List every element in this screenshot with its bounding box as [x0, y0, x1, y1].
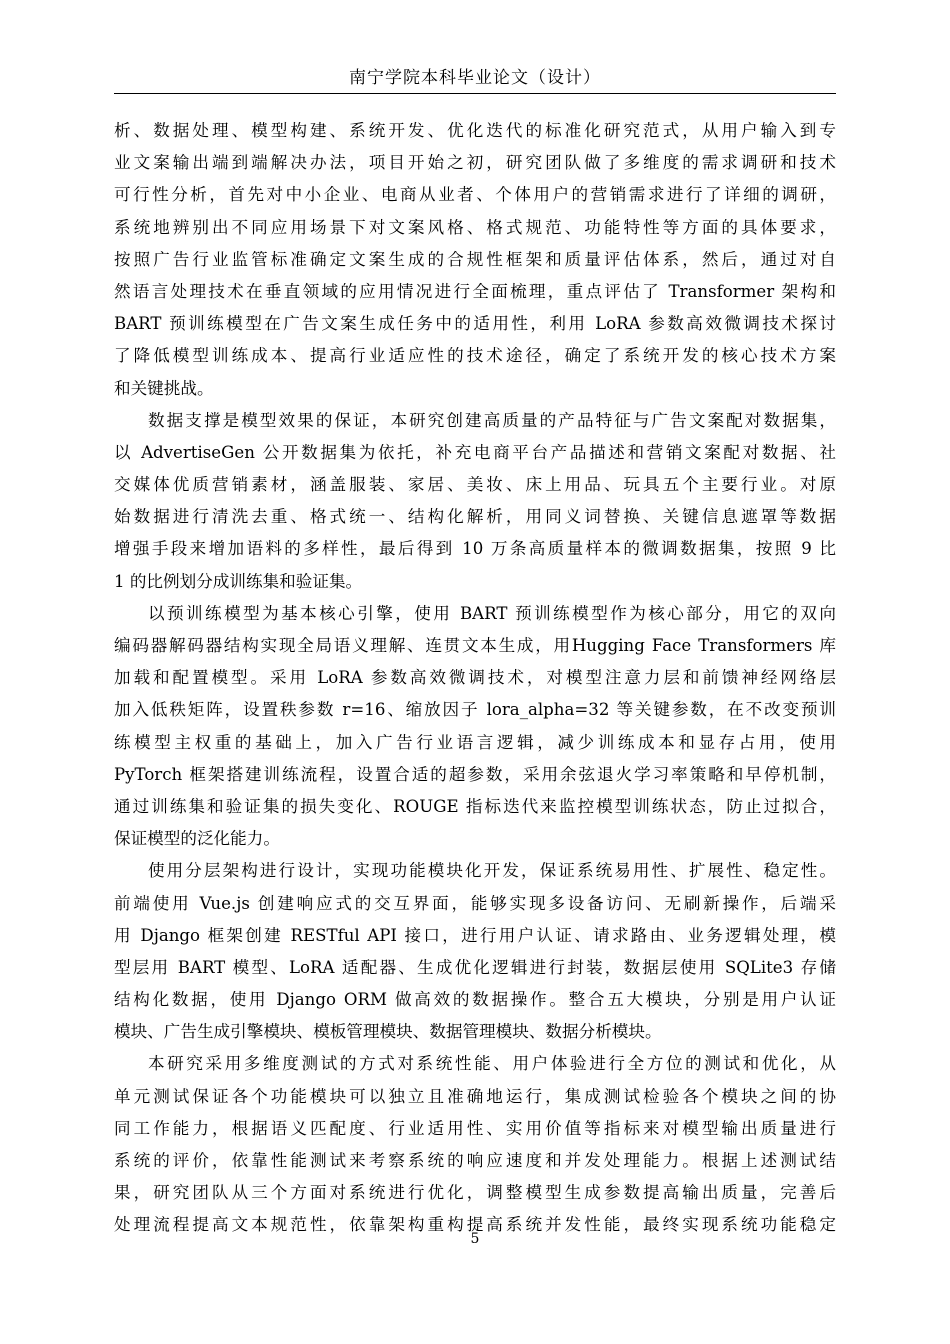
body-text-line: PyTorch 框架搭建训练流程，设置合适的超参数，采用余弦退火学习率策略和早停机制，: [114, 764, 836, 784]
body-text-line: 处理流程提高文本规范性，依靠架构重构提高系统并发性能，最终实现系统功能稳定: [114, 1215, 836, 1235]
body-text-line: 始数据进行清洗去重、格式统一、结构化解析，用同义词替换、关键信息遮罩等数据: [114, 507, 836, 527]
body-text-line: 和关键挑战。: [114, 378, 214, 398]
body-text-line: 系统地辨别出不同应用场景下对文案风格、格式规范、功能特性等方面的具体要求，: [114, 217, 836, 237]
body-text-line: 1 的比例划分成训练集和验证集。: [114, 571, 363, 591]
body-text-line: 果，研究团队从三个方面对系统进行优化，调整模型生成参数提高输出质量，完善后: [114, 1183, 836, 1203]
body-text-line: 使用分层架构进行设计，实现功能模块化开发，保证系统易用性、扩展性、稳定性。: [148, 861, 836, 881]
body-text-line: 可行性分析，首先对中小企业、电商从业者、个体用户的营销需求进行了详细的调研，: [114, 185, 836, 205]
body-text-line: 本研究采用多维度测试的方式对系统性能、用户体验进行全方位的测试和优化，从: [148, 1054, 836, 1074]
body-text-line: 结构化数据，使用 Django ORM 做高效的数据操作。整合五大模块，分别是用户认证: [114, 990, 836, 1010]
body-text-line: 用 Django 框架创建 RESTful API 接口，进行用户认证、请求路由、业务逻辑处理，模: [114, 925, 836, 945]
thesis-body-text: [114, 115, 836, 1242]
body-text-line: 保证模型的泛化能力。: [114, 829, 280, 849]
body-text-line: 通过训练集和验证集的损失变化、ROUGE 指标迭代来监控模型训练状态，防止过拟合，: [114, 796, 836, 816]
body-text-line: 系统的评价，依靠性能测试来考察系统的响应速度和并发处理能力。根据上述测试结: [114, 1151, 836, 1170]
body-text-line: 数据支撑是模型效果的保证，本研究创建高质量的产品特征与广告文案配对数据集，: [148, 410, 836, 430]
body-text-line: 析、数据处理、模型构建、系统开发、优化迭代的标准化研究范式，从用户输入到专: [114, 121, 836, 140]
body-text-line: 按照广告行业监管标准确定文案生成的合规性框架和质量评估体系，然后，通过对自: [114, 249, 836, 269]
page-header-title: 南宁学院本科毕业论文（设计）: [349, 68, 601, 88]
body-text-line: 以 AdvertiseGen 公开数据集为依托，补充电商平台产品描述和营销文案配对数据、社: [114, 442, 836, 462]
body-text-line: 前端使用 Vue.js 创建响应式的交互界面，能够实现多设备访问、无刷新操作，后端采: [114, 893, 836, 913]
body-text-line: 了降低模型训练成本、提高行业适应性的技术途径，确定了系统开发的核心技术方案: [114, 346, 836, 366]
body-text-line: 加入低秩矩阵，设置秩参数 r=16、缩放因子 lora_alpha=32 等关键参数，在不改变预训: [114, 700, 836, 720]
body-text-line: 同工作能力，根据语义匹配度、行业适用性、实用价值等指标来对模型输出质量进行: [114, 1118, 836, 1138]
body-text-line: 练模型主权重的基础上，加入广告行业语言逻辑，减少训练成本和显存占用，使用: [114, 732, 836, 752]
body-text-line: 加载和配置模型。采用 LoRA 参数高效微调技术，对模型注意力层和前馈神经网络层: [114, 668, 836, 688]
body-text-line: 业文案输出端到端解决办法，项目开始之初，研究团队做了多维度的需求调研和技术: [114, 153, 836, 173]
body-text-line: BART 预训练模型在广告文案生成任务中的适用性，利用 LoRA 参数高效微调技术探讨: [114, 314, 836, 334]
body-text-line: 然语言处理技术在垂直领域的应用情况进行全面梳理，重点评估了 Transformer 架构和: [114, 281, 836, 301]
body-text-line: 模块、广告生成引擎模块、模板管理模块、数据管理模块、数据分析模块。: [114, 1022, 662, 1042]
body-text-line: 以预训练模型为基本核心引擎，使用 BART 预训练模型作为核心部分，用它的双向: [148, 603, 836, 623]
body-text-line: 型层用 BART 模型、LoRA 适配器、生成优化逻辑进行封装，数据层使用 SQLite3 存储: [114, 957, 836, 977]
body-text-line: 交媒体优质营销素材，涵盖服装、家居、美妆、床上用品、玩具五个主要行业。对原: [114, 475, 836, 495]
body-text-line: 增强手段来增加语料的多样性，最后得到 10 万条高质量样本的微调数据集，按照 9 比: [114, 539, 836, 559]
page-number: 5: [470, 1231, 480, 1247]
header-divider: [114, 93, 836, 94]
body-text-line: 编码器解码器结构实现全局语义理解、连贯文本生成，用Hugging Face Transformers 库: [114, 636, 836, 655]
body-text-line: 单元测试保证各个功能模块可以独立且准确地运行，集成测试检验各个模块之间的协: [114, 1086, 836, 1106]
